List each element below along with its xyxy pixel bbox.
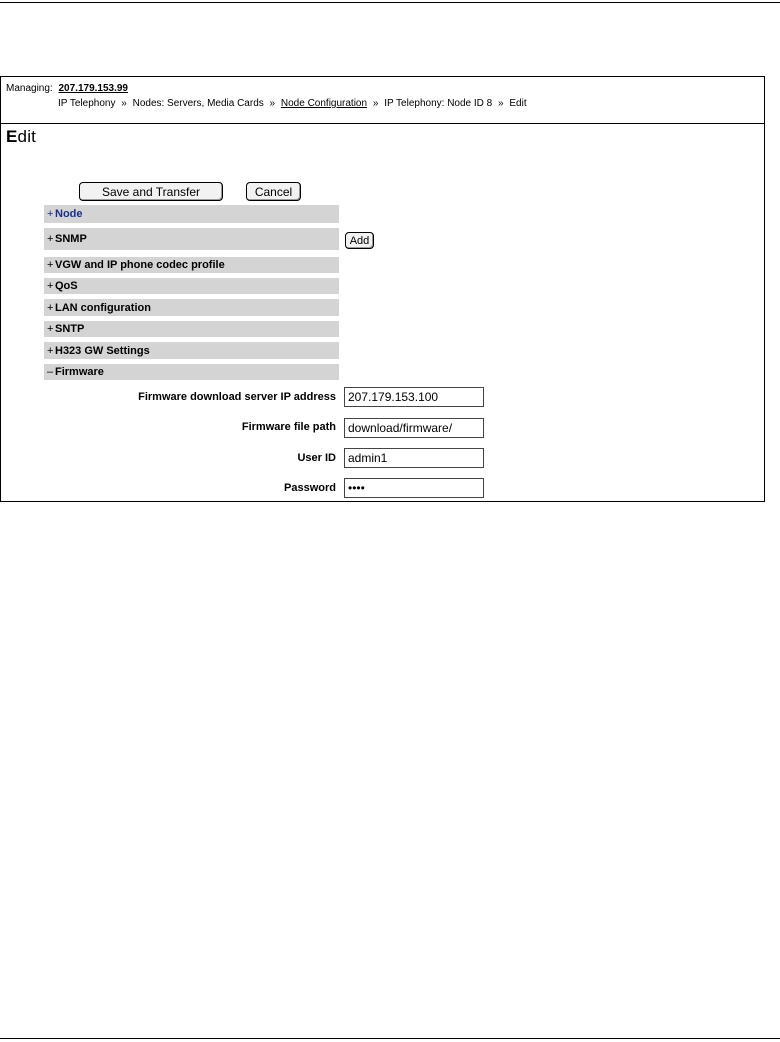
breadcrumb-node-configuration-link[interactable]: Node Configuration <box>280 98 368 109</box>
breadcrumb-nodes: Nodes: Servers, Media Cards <box>132 98 264 109</box>
section-node[interactable] <box>44 205 339 223</box>
breadcrumb-edit: Edit <box>509 98 527 109</box>
breadcrumb-separator: » <box>498 98 504 109</box>
password-input[interactable] <box>344 478 484 498</box>
section-label: H323 GW Settings <box>55 344 150 357</box>
user-id-input[interactable] <box>344 448 484 468</box>
section-qos[interactable] <box>44 278 339 294</box>
section-h323-gw-settings[interactable] <box>44 342 339 359</box>
firmware-file-path-label: Firmware file path <box>241 421 336 433</box>
managing-line <box>6 83 128 94</box>
page-title-rest: dit <box>17 127 37 146</box>
edit-panel <box>0 76 765 502</box>
section-label: SNMP <box>55 233 87 245</box>
breadcrumb <box>58 98 527 109</box>
snmp-add-button[interactable]: Add <box>345 232 374 249</box>
breadcrumb-separator: » <box>372 98 379 109</box>
top-rule <box>0 2 780 3</box>
section-label: Node <box>55 208 83 220</box>
expand-icon: + <box>47 208 54 220</box>
expand-icon: + <box>47 301 54 314</box>
breadcrumb-node-id: IP Telephony: Node ID 8 <box>384 98 493 109</box>
page-title <box>6 127 36 147</box>
section-label: Firmware <box>55 366 104 378</box>
collapse-icon: – <box>47 366 54 378</box>
header-divider <box>1 123 764 124</box>
section-label: VGW and IP phone codec profile <box>55 259 225 271</box>
managing-label: Managing: <box>6 83 53 94</box>
section-snmp[interactable] <box>44 228 339 250</box>
section-label: QoS <box>55 280 78 292</box>
expand-icon: + <box>47 323 54 335</box>
save-and-transfer-button[interactable]: Save and Transfer <box>79 182 223 201</box>
bottom-rule <box>0 1038 780 1039</box>
user-id-label: User ID <box>297 452 336 464</box>
breadcrumb-separator: » <box>269 98 276 109</box>
breadcrumb-separator: » <box>121 98 127 109</box>
firmware-server-ip-label: Firmware download server IP address <box>138 391 336 403</box>
expand-icon: + <box>47 344 54 357</box>
breadcrumb-ip-telephony: IP Telephony <box>58 98 116 109</box>
section-sntp[interactable] <box>44 321 339 337</box>
firmware-server-ip-input[interactable] <box>344 387 484 407</box>
page-title-first: E <box>6 127 18 146</box>
cancel-button[interactable]: Cancel <box>246 182 301 201</box>
section-label: LAN configuration <box>55 301 151 314</box>
password-label: Password <box>284 482 336 494</box>
section-vgw-codec-profile[interactable] <box>44 257 339 273</box>
firmware-file-path-input[interactable] <box>344 418 484 438</box>
managing-ip-link[interactable]: 207.179.153.99 <box>58 83 128 94</box>
expand-icon: + <box>47 259 54 271</box>
expand-icon: + <box>47 280 54 292</box>
section-lan-configuration[interactable] <box>44 299 339 316</box>
expand-icon: + <box>47 233 54 245</box>
section-firmware[interactable] <box>44 364 339 380</box>
section-label: SNTP <box>55 323 85 335</box>
